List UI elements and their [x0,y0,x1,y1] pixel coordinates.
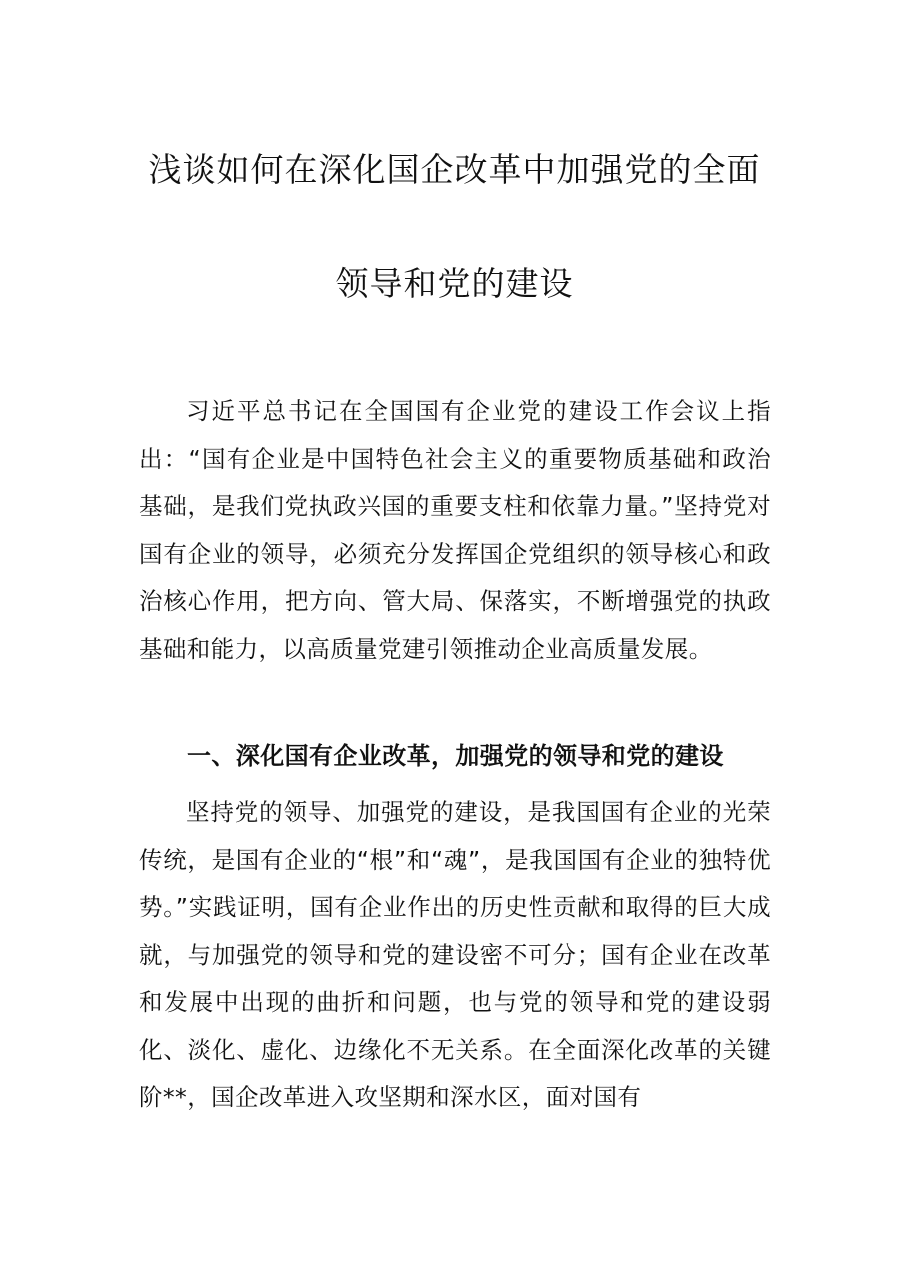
section-heading-1: 一、深化国有企业改革，加强党的领导和党的建设 [187,742,724,770]
document-title-line-1: 浅谈如何在深化国企改革中加强党的全面 [148,150,761,189]
body-paragraph-1: 习近平总书记在全国国有企业党的建设工作会议上指出：“国有企业是中国特色社会主义的重要物质基础和政治基础，是我们党执政兴国的重要支柱和依靠力量。”坚持党对国有企业的领导，必须充分发挥国企党组织的领导核心和政治核心作用，把方向、管大局、保落实，不断增强党的执政基础和能力，以高质量党建引领推动企业高质量发展。 [139,397,771,663]
body-paragraph-2: 坚持党的领导、加强党的建设，是我国国有企业的光荣传统，是国有企业的“根”和“魂”，是我国国有企业的独特优势。”实践证明，国有企业作出的历史性贡献和取得的巨大成就，与加强党的领导和党的建设密不可分；国有企业在改革和发展中出现的曲折和问题，也与党的领导和党的建设弱化、淡化、虚化、边缘化不无关系。在全面深化改革的关键阶**，国企改革进入攻坚期和深水区，面对国有 [139,798,771,1111]
document-title-line-2: 领导和党的建设 [335,264,574,303]
